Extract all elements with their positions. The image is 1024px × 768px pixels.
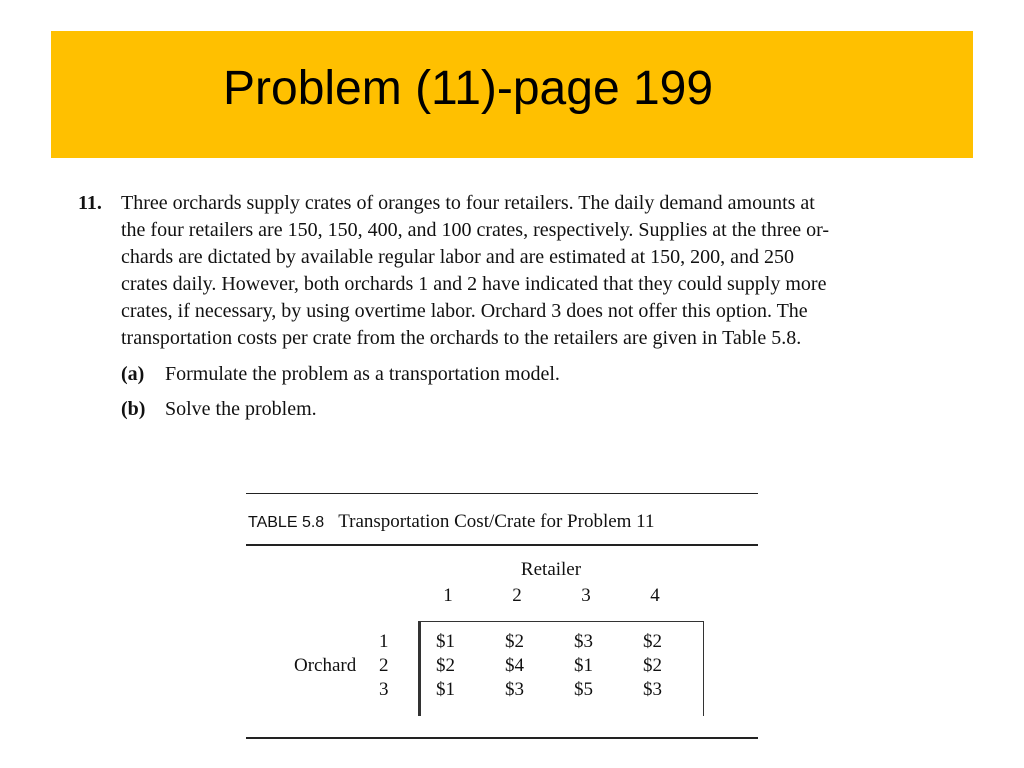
part-b-label: (b) [121, 398, 146, 420]
slide-title: Problem (11)-page 199 [223, 62, 714, 115]
row-label: 2 [379, 655, 389, 676]
title-banner [51, 31, 973, 158]
cost-table [246, 493, 758, 743]
problem-text-line: chards are dictated by available regular labor and are estimated at 150, 200, and 250 [121, 246, 795, 268]
row-label: 3 [379, 679, 389, 700]
cost-cell: $3 [574, 631, 593, 652]
problem-text-line: the four retailers are 150, 150, 400, and 100 crates, respectively. Supplies at the three or- [121, 219, 830, 241]
cost-cell: $3 [643, 679, 662, 700]
problem-text-line: crates, if necessary, by using overtime labor. Orchard 3 does not offer this option. The [121, 300, 808, 322]
part-b [121, 396, 317, 423]
cost-cell: $5 [574, 679, 593, 700]
cost-cell: $2 [643, 655, 662, 676]
table-top-rule [246, 493, 758, 494]
problem-text-line: crates daily. However, both orchards 1 and 2 have indicated that they could supply more [121, 273, 827, 295]
problem-text-line: transportation costs per crate from the orchards to the retailers are given in Table 5.8. [121, 327, 802, 349]
column-header: 2 [512, 585, 522, 606]
cost-cell: $2 [436, 655, 455, 676]
cost-cell: $1 [436, 631, 455, 652]
table-title: Transportation Cost/Crate for Problem 11 [338, 511, 655, 532]
cost-cell: $3 [505, 679, 524, 700]
cost-cell: $1 [436, 679, 455, 700]
problem-text-line: Three orchards supply crates of oranges to four retailers. The daily demand amounts at [121, 192, 815, 214]
problem-number: 11. [78, 192, 102, 214]
column-header: 3 [581, 585, 591, 606]
table-header-rule [246, 544, 758, 546]
row-group-header: Orchard [294, 655, 357, 676]
cost-cell: $2 [643, 631, 662, 652]
cost-cell: $1 [574, 655, 593, 676]
cost-cell: $4 [505, 655, 524, 676]
row-label: 1 [379, 631, 389, 652]
part-a-label: (a) [121, 363, 145, 385]
table-caption [248, 511, 654, 533]
part-a [121, 361, 560, 388]
column-group-header: Retailer [520, 559, 582, 580]
column-header: 1 [443, 585, 453, 606]
table-bottom-rule [246, 737, 758, 739]
cost-cell: $2 [505, 631, 524, 652]
part-a-text: Formulate the problem as a transportation model. [165, 363, 560, 385]
part-b-text: Solve the problem. [165, 398, 317, 420]
column-header: 4 [650, 585, 660, 606]
table-label: TABLE 5.8 [248, 514, 325, 531]
